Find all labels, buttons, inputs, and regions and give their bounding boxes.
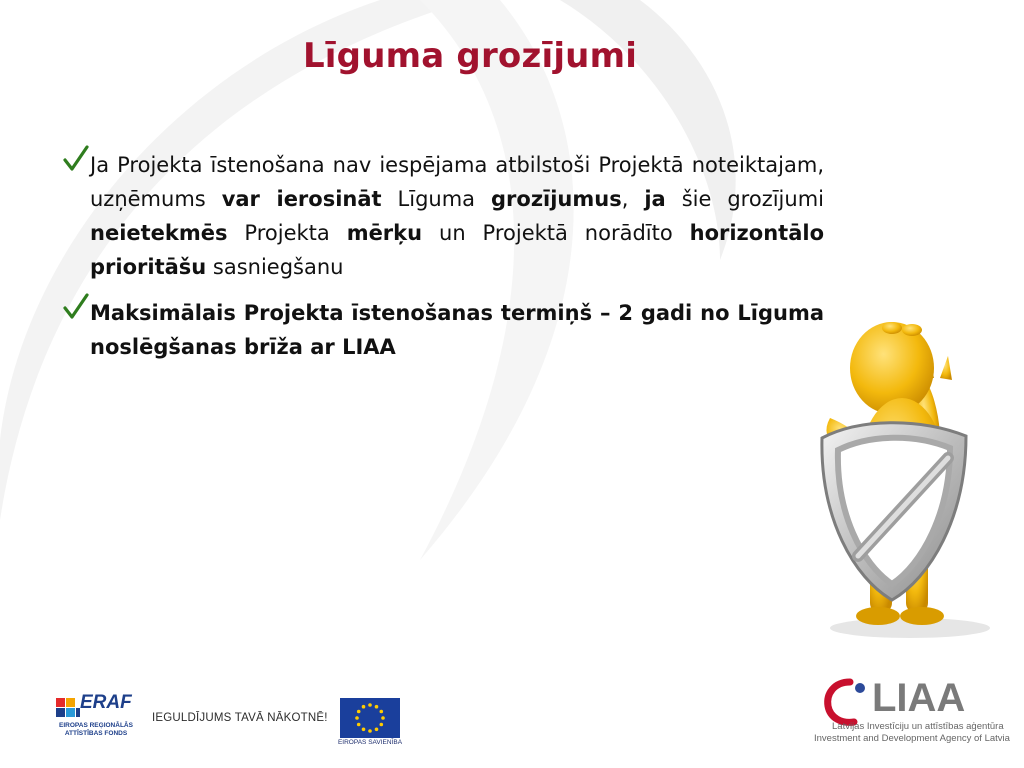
- eu-flag-icon: [340, 698, 400, 738]
- bullet-item: [62, 296, 824, 364]
- bullet-text-segment: un Projektā norādīto: [422, 221, 690, 245]
- bullet-bold-phrase: horizontālo prioritāšu: [90, 221, 824, 279]
- figure-with-shield-illustration: [800, 308, 1024, 644]
- bullet-bold-phrase: mērķu: [346, 221, 423, 245]
- eu-star-icon: [375, 705, 379, 709]
- eu-star-icon: [381, 716, 385, 720]
- footer-logos: [0, 670, 1024, 768]
- bullet-text: [90, 148, 824, 284]
- eu-star-icon: [368, 703, 372, 707]
- bullet-text-segment: šie grozījumi: [665, 187, 824, 211]
- eu-star-icon: [355, 716, 359, 720]
- liaa-name: LIAA: [872, 676, 966, 720]
- bullet-text-segment: sasniegšanu: [206, 255, 344, 279]
- bullet-bold-phrase: ja: [644, 187, 666, 211]
- bullet-bold-phrase: neietekmēs: [90, 221, 228, 245]
- bullet-text: Maksimālais Projekta īstenošanas termiņš – 2 gadi no Līguma noslēgšanas brīža ar LIAA: [90, 301, 824, 359]
- eu-star-icon: [362, 705, 366, 709]
- eraf-subtitle: EIROPAS REĢIONĀLĀS ATTĪSTĪBAS FONDS: [59, 722, 133, 737]
- eu-caption: EIROPAS SAVIENĪBA: [337, 739, 403, 746]
- slide-title: Līguma grozījumi: [302, 36, 638, 76]
- bullet-text-segment: Līguma: [381, 187, 491, 211]
- bullet-text-segment: ,: [621, 187, 645, 211]
- eu-star-icon: [368, 729, 372, 733]
- eu-star-icon: [380, 710, 384, 714]
- checkmark-icon: [62, 144, 90, 174]
- bullet-text-segment: Ja Projekta īstenošana nav iespējama atbilstoši Projektā noteiktajam, uzņēmums: [90, 153, 824, 211]
- liaa-subtitle-en: Investment and Development Agency of Latvia: [814, 733, 1010, 744]
- liaa-subtitle-lv: Latvijas Investīciju un attīstības aģentūra: [832, 721, 1004, 732]
- eu-star-icon: [357, 710, 361, 714]
- checkmark-icon: [62, 292, 90, 322]
- slogan-text: IEGULDĪJUMS TAVĀ NĀKOTNĒ!: [152, 712, 328, 724]
- bullet-item: [62, 148, 824, 284]
- bullet-list: [62, 148, 824, 376]
- bullet-text-segment: Projekta: [227, 221, 347, 245]
- eu-star-icon: [357, 723, 361, 727]
- eraf-label: ERAF: [80, 692, 132, 713]
- bullet-bold-phrase: var ierosināt: [221, 187, 382, 211]
- eu-star-icon: [375, 728, 379, 732]
- bullet-bold-phrase: grozījumus: [491, 187, 622, 211]
- eu-star-icon: [362, 728, 366, 732]
- eu-star-icon: [380, 723, 384, 727]
